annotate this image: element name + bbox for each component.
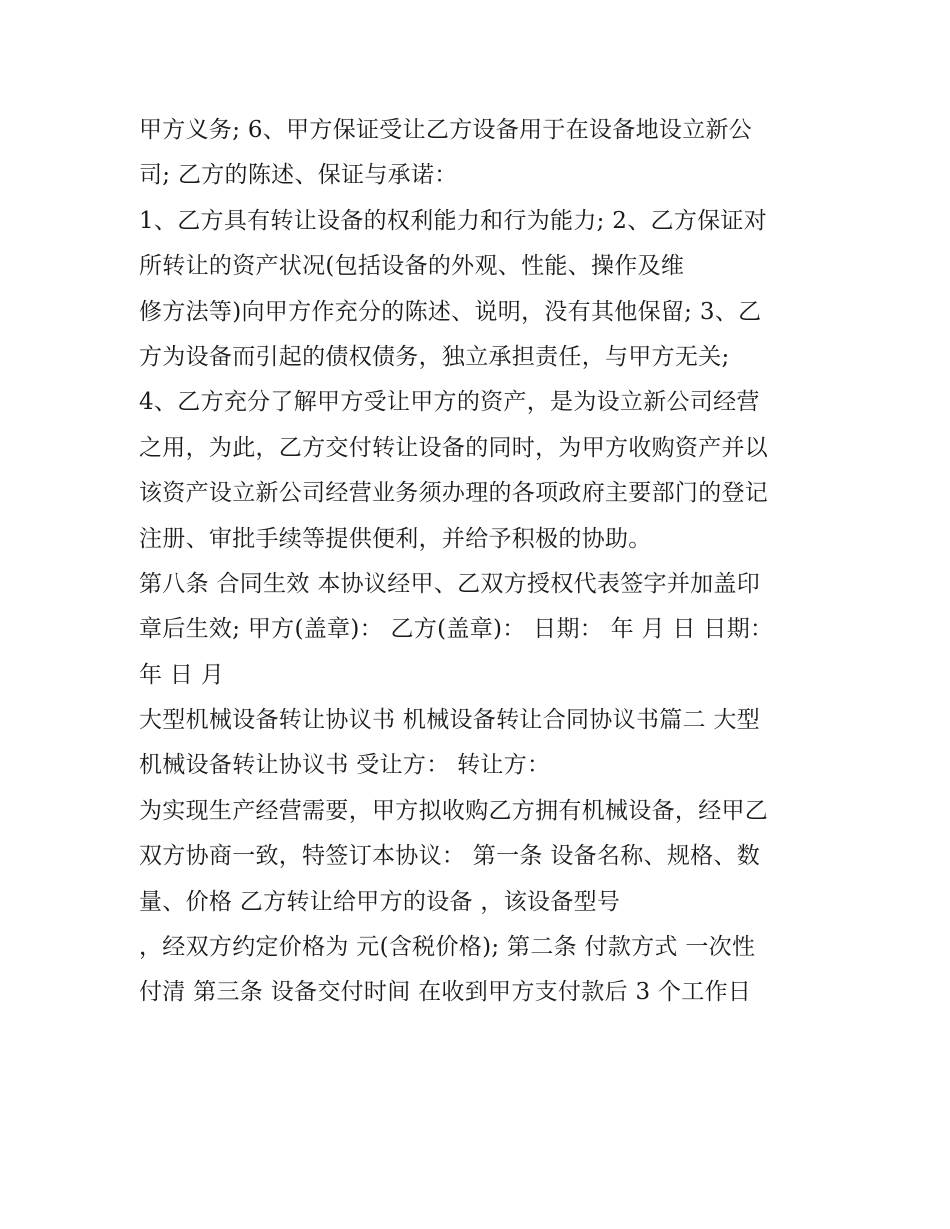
text-line: 之用，为此，乙方交付转让设备的同时，为甲方收购资产并以 — [139, 434, 769, 461]
text-line: 甲方义务; 6、甲方保证受让乙方设备用于在设备地设立新公 — [139, 117, 753, 143]
text-line: 所转让的资产状况(包括设备的外观、性能、操作及维 — [139, 253, 685, 280]
document-body — [139, 108, 829, 1016]
text-line: 章后生效; 甲方(盖章)： 乙方(盖章)： 日期： 年 月 日 日期： — [139, 616, 774, 643]
text-line: 量、价格 乙方转让给甲方的设备 ，该设备型号 — [139, 888, 621, 915]
text-line: ，经双方约定价格为 元(含税价格); 第二条 付款方式 一次性 — [139, 934, 756, 961]
text-line: 1、乙方具有转让设备的权利能力和行为能力; 2、乙方保证对 — [139, 207, 768, 234]
text-line: 注册、审批手续等提供便利，并给予积极的协助。 — [139, 525, 652, 552]
text-line: 年 日 月 — [139, 661, 225, 688]
text-line: 司; 乙方的陈述、保证与承诺： — [139, 162, 458, 189]
text-line: 方为设备而引起的债权债务，独立承担责任，与甲方无关; — [139, 343, 730, 370]
text-line: 付清 第三条 设备交付时间 在收到甲方支付款后 3 个工作日 — [139, 979, 752, 1006]
text-line: 4、乙方充分了解甲方受让甲方的资产，是为设立新公司经营 — [139, 389, 760, 416]
text-line: 为实现生产经营需要，甲方拟收购乙方拥有机械设备，经甲乙 — [139, 797, 769, 824]
text-line: 第八条 合同生效 本协议经甲、乙双方授权代表签字并加盖印 — [139, 570, 761, 597]
text-line: 大型机械设备转让协议书 机械设备转让合同协议书篇二 大型 — [139, 707, 761, 734]
text-line: 机械设备转让协议书 受让方： 转让方： — [139, 752, 551, 779]
text-line: 该资产设立新公司经营业务须办理的各项政府主要部门的登记 — [139, 480, 769, 507]
text-line: 双方协商一致，特签订本协议： 第一条 设备名称、规格、数 — [139, 843, 761, 870]
text-line: 修方法等)向甲方作充分的陈述、说明，没有其他保留; 3、乙 — [139, 298, 762, 325]
